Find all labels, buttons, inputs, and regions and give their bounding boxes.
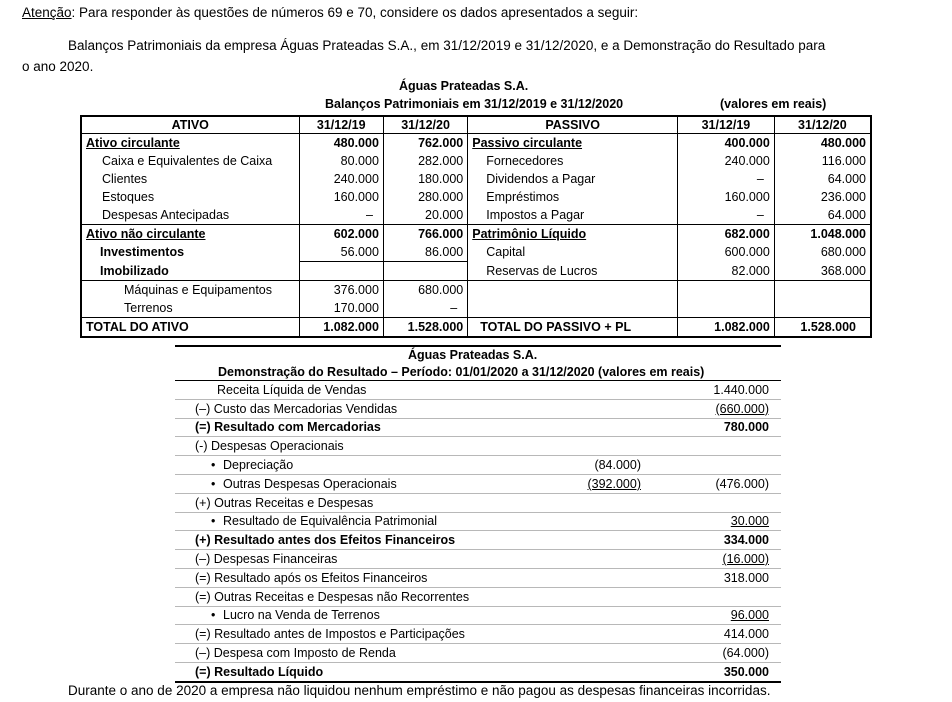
dre-value: (660.000) (645, 399, 781, 418)
dre-value: 414.000 (645, 625, 781, 644)
table-row (175, 418, 781, 437)
table-row (175, 587, 781, 606)
header-date: 31/12/19 (678, 116, 775, 134)
table-row (175, 625, 781, 644)
attention-label: Atenção (22, 5, 72, 20)
final-result-row (175, 662, 781, 681)
attention-line (22, 5, 638, 20)
dre-mid-value (555, 587, 645, 606)
cell-value: – (383, 299, 467, 318)
cell-value: 766.000 (383, 225, 467, 244)
cell-value (774, 281, 871, 300)
table-row (175, 512, 781, 531)
cell-label: Estoques (81, 188, 299, 206)
cell-label: Terrenos (81, 299, 299, 318)
total-ativo-label: TOTAL DO ATIVO (81, 318, 299, 338)
dre-label: • Outras Despesas Operacionais (175, 474, 555, 493)
dre-value: (476.000) (645, 474, 781, 493)
dre-mid-value: (392.000) (555, 474, 645, 493)
header-date: 31/12/20 (383, 116, 467, 134)
balance-units: (valores em reais) (720, 97, 827, 111)
footer-note: Durante o ano de 2020 a empresa não liquidou nenhum empréstimo e não pagou as despesas financeiras incorridas. (68, 683, 771, 698)
dre-final-value: 350.000 (645, 662, 781, 681)
cell-value: 1.082.000 (299, 318, 383, 338)
table-row (81, 188, 871, 206)
dre-mid-value (555, 662, 645, 681)
balance-company: Águas Prateadas S.A. (399, 79, 529, 93)
dre-label: (=) Resultado após os Efeitos Financeiros (175, 568, 555, 587)
cell-value: 680.000 (774, 243, 871, 262)
dre-label: • Lucro na Venda de Terrenos (175, 606, 555, 625)
cell-value (299, 262, 383, 281)
dre-label: (+) Resultado antes dos Efeitos Financeiros (175, 531, 555, 550)
cell-value: 82.000 (678, 262, 775, 281)
balance-sheet-table (80, 115, 872, 338)
dre-value (645, 437, 781, 456)
cell-value: 240.000 (678, 152, 775, 170)
cell-value: 280.000 (383, 188, 467, 206)
table-row (175, 531, 781, 550)
balance-header-row (81, 116, 871, 134)
dre-mid-value (555, 399, 645, 418)
intro-paragraph-line2: o ano 2020. (22, 59, 94, 74)
cell-value: 240.000 (299, 170, 383, 188)
table-row (81, 262, 871, 281)
dre-mid-value (555, 512, 645, 531)
table-row (81, 206, 871, 225)
table-row (175, 493, 781, 512)
cell-value: 20.000 (383, 206, 467, 225)
table-row (175, 437, 781, 456)
cell-value: 64.000 (774, 206, 871, 225)
header-passivo: PASSIVO (468, 116, 678, 134)
dre-value: 334.000 (645, 531, 781, 550)
dre-value (645, 587, 781, 606)
cell-value: – (299, 206, 383, 225)
cell-value: 1.528.000 (774, 318, 871, 338)
cell-label: Capital (468, 243, 678, 262)
cell-value: 1.048.000 (774, 225, 871, 244)
table-row (81, 134, 871, 153)
cell-value: 170.000 (299, 299, 383, 318)
cell-value (678, 281, 775, 300)
cell-label: Empréstimos (468, 188, 678, 206)
cell-value: 682.000 (678, 225, 775, 244)
dre-value (645, 493, 781, 512)
cell-value: 762.000 (383, 134, 467, 153)
cell-value: 86.000 (383, 243, 467, 262)
cell-value: 480.000 (774, 134, 871, 153)
dre-mid-value (555, 625, 645, 644)
dre-label: (=) Outras Receitas e Despesas não Recorrentes (175, 587, 555, 606)
dre-mid-value (555, 644, 645, 663)
table-row (81, 170, 871, 188)
cell-label (468, 299, 678, 318)
dre-mid-value (555, 606, 645, 625)
dre-label: • Depreciação (175, 456, 555, 475)
cell-value: 116.000 (774, 152, 871, 170)
header-date: 31/12/19 (299, 116, 383, 134)
table-row (175, 399, 781, 418)
header-date: 31/12/20 (774, 116, 871, 134)
cell-label: Caixa e Equivalentes de Caixa (81, 152, 299, 170)
cell-value: 160.000 (678, 188, 775, 206)
cell-value: 1.528.000 (383, 318, 467, 338)
cell-label (468, 281, 678, 300)
dre-value: 780.000 (645, 418, 781, 437)
dre-label: (–) Custo das Mercadorias Vendidas (175, 399, 555, 418)
dre-final-label: (=) Resultado Líquido (175, 662, 555, 681)
cell-value: 1.082.000 (678, 318, 775, 338)
dre-mid-value (555, 381, 645, 399)
cell-value: 376.000 (299, 281, 383, 300)
intro-paragraph-line1: Balanços Patrimoniais da empresa Águas Prateadas S.A., em 31/12/2019 e 31/12/2020, e a Demonstração do Resultado para (68, 38, 826, 53)
dre-label: (+) Outras Receitas e Despesas (175, 493, 555, 512)
dre-value: 318.000 (645, 568, 781, 587)
balance-title: Balanços Patrimoniais em 31/12/2019 e 31/12/2020 (325, 97, 624, 111)
table-row (175, 550, 781, 569)
cell-label: Investimentos (81, 243, 299, 262)
cell-label: Clientes (81, 170, 299, 188)
cell-value: 160.000 (299, 188, 383, 206)
dre-value (645, 456, 781, 475)
table-row (81, 299, 871, 318)
cell-label: Impostos a Pagar (468, 206, 678, 225)
dre-label: Receita Líquida de Vendas (175, 381, 555, 399)
dre-mid-value (555, 531, 645, 550)
dre-top-rule (175, 345, 781, 347)
dre-value: (64.000) (645, 644, 781, 663)
dre-mid-value: (84.000) (555, 456, 645, 475)
cell-value: 368.000 (774, 262, 871, 281)
table-row (81, 243, 871, 262)
cell-label: Passivo circulante (468, 134, 678, 153)
cell-value: 480.000 (299, 134, 383, 153)
cell-value: 56.000 (299, 243, 383, 262)
cell-value: – (678, 170, 775, 188)
cell-label: Ativo não circulante (81, 225, 299, 244)
cell-label: Patrimônio Líquido (468, 225, 678, 244)
dre-mid-value (555, 550, 645, 569)
table-row (81, 281, 871, 300)
cell-value: 680.000 (383, 281, 467, 300)
cell-value: – (678, 206, 775, 225)
cell-value: 236.000 (774, 188, 871, 206)
cell-value (678, 299, 775, 318)
total-row (81, 318, 871, 338)
income-statement-table (175, 381, 781, 683)
cell-value: 400.000 (678, 134, 775, 153)
dre-company: Águas Prateadas S.A. (408, 348, 538, 362)
dre-mid-value (555, 568, 645, 587)
cell-value: 180.000 (383, 170, 467, 188)
cell-label: Reservas de Lucros (468, 262, 678, 281)
cell-value (774, 299, 871, 318)
table-row (81, 152, 871, 170)
dre-label: (–) Despesa com Imposto de Renda (175, 644, 555, 663)
cell-label: Máquinas e Equipamentos (81, 281, 299, 300)
total-passivo-label: TOTAL DO PASSIVO + PL (468, 318, 678, 338)
dre-mid-value (555, 437, 645, 456)
dre-value: 1.440.000 (645, 381, 781, 399)
cell-label: Dividendos a Pagar (468, 170, 678, 188)
cell-value: 64.000 (774, 170, 871, 188)
cell-label: Despesas Antecipadas (81, 206, 299, 225)
dre-label: (=) Resultado com Mercadorias (175, 418, 555, 437)
dre-label: (–) Despesas Financeiras (175, 550, 555, 569)
table-row (175, 381, 781, 399)
dre-value: 30.000 (645, 512, 781, 531)
cell-value (383, 262, 467, 281)
table-row (175, 606, 781, 625)
attention-text: : Para responder às questões de números 69 e 70, considere os dados apresentados a seguir: (71, 5, 639, 20)
table-row (175, 644, 781, 663)
cell-value: 80.000 (299, 152, 383, 170)
dre-mid-value (555, 418, 645, 437)
table-row (175, 474, 781, 493)
cell-label: Ativo circulante (81, 134, 299, 153)
dre-value: 96.000 (645, 606, 781, 625)
header-ativo: ATIVO (81, 116, 299, 134)
table-row (175, 568, 781, 587)
dre-mid-value (555, 493, 645, 512)
cell-value: 600.000 (678, 243, 775, 262)
dre-label: (-) Despesas Operacionais (175, 437, 555, 456)
dre-label: (=) Resultado antes de Impostos e Participações (175, 625, 555, 644)
cell-label: Fornecedores (468, 152, 678, 170)
cell-value: 602.000 (299, 225, 383, 244)
cell-label: Imobilizado (81, 262, 299, 281)
cell-value: 282.000 (383, 152, 467, 170)
dre-value: (16.000) (645, 550, 781, 569)
dre-title: Demonstração do Resultado – Período: 01/01/2020 a 31/12/2020 (valores em reais) (218, 365, 705, 379)
table-row (175, 456, 781, 475)
table-row (81, 225, 871, 244)
dre-label: • Resultado de Equivalência Patrimonial (175, 512, 555, 531)
